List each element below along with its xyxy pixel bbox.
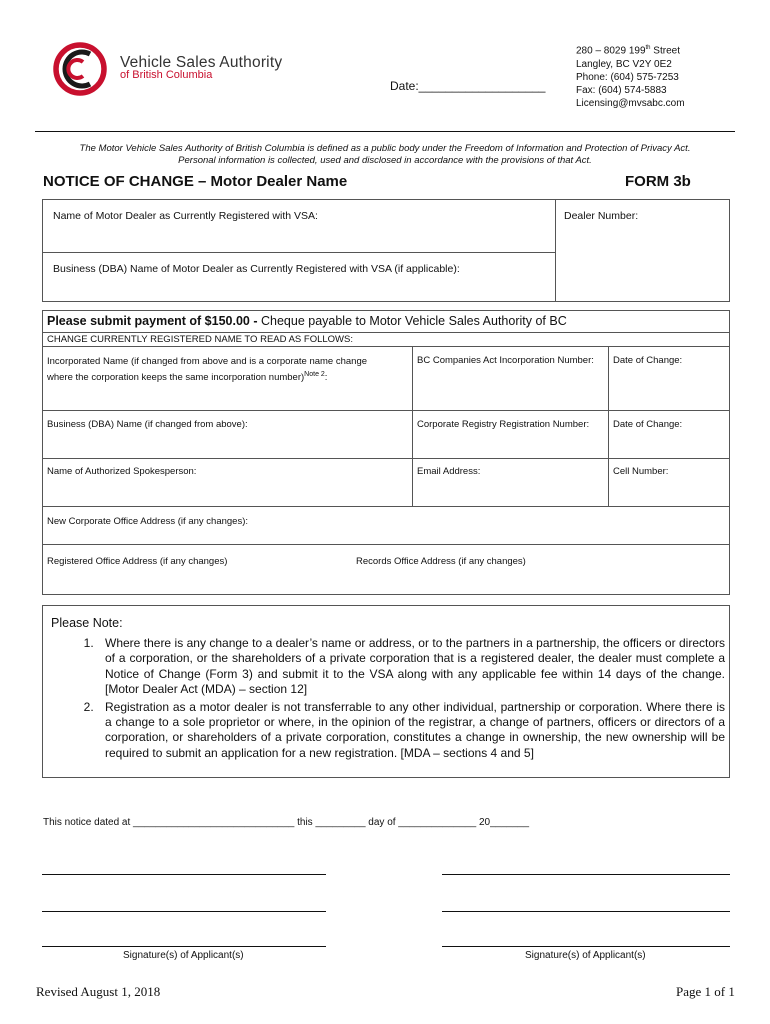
current-name-field[interactable]: Name of Motor Dealer as Currently Registered with VSA: bbox=[53, 210, 318, 222]
notice-dated-line[interactable]: This notice dated at _____________________________ this _________ day of ______________ 20_______ bbox=[43, 817, 530, 828]
signature-line[interactable] bbox=[442, 911, 730, 912]
signature-line[interactable] bbox=[42, 911, 326, 912]
signature-line[interactable] bbox=[42, 874, 326, 875]
table-divider bbox=[412, 346, 413, 506]
vsa-logo-icon bbox=[50, 38, 110, 98]
date-of-change-field-1[interactable]: Date of Change: bbox=[613, 355, 683, 366]
table-divider bbox=[555, 200, 556, 301]
signature-line[interactable] bbox=[442, 946, 730, 947]
current-dealer-table bbox=[42, 199, 730, 302]
signature-line[interactable] bbox=[442, 874, 730, 875]
email-field[interactable]: Email Address: bbox=[417, 466, 481, 477]
privacy-line-2: Personal information is collected, used and disclosed in accordance with the provisions of that Act. bbox=[178, 155, 592, 166]
new-office-address-field[interactable]: New Corporate Office Address (if any changes): bbox=[47, 516, 249, 527]
payment-instruction: Please submit payment of $150.00 - Cheque payable to Motor Vehicle Sales Authority of BC bbox=[47, 314, 567, 328]
signature-line[interactable] bbox=[42, 946, 326, 947]
address-email: Licensing@mvsabc.com bbox=[576, 98, 685, 110]
new-dba-name-field[interactable]: Business (DBA) Name (if changed from above): bbox=[47, 419, 248, 430]
table-divider bbox=[608, 346, 609, 506]
table-divider bbox=[43, 346, 729, 347]
header-divider bbox=[35, 131, 735, 132]
org-subname: of British Columbia bbox=[120, 69, 213, 81]
records-office-address-field[interactable]: Records Office Address (if any changes) bbox=[356, 556, 526, 567]
please-note-title: Please Note: bbox=[51, 616, 123, 630]
table-divider bbox=[43, 458, 729, 459]
registered-office-address-field[interactable]: Registered Office Address (if any changes) bbox=[47, 556, 228, 567]
dealer-number-field[interactable]: Dealer Number: bbox=[564, 210, 639, 222]
incorporated-name-label-2: where the corporation keeps the same incorporation number)$^{Note 2}$: bbox=[47, 371, 328, 384]
privacy-statement bbox=[35, 143, 735, 167]
vsa-address bbox=[576, 42, 685, 110]
form-title: NOTICE OF CHANGE – Motor Dealer Name bbox=[43, 173, 348, 190]
current-dba-field[interactable]: Business (DBA) Name of Motor Dealer as Currently Registered with VSA (if applicable): bbox=[53, 263, 460, 275]
bc-companies-number-field[interactable]: BC Companies Act Incorporation Number: bbox=[417, 355, 594, 366]
privacy-line-1: The Motor Vehicle Sales Authority of British Columbia is defined as a public body under the Freedom of Information and Protection of Privacy Act. bbox=[79, 143, 691, 154]
change-heading: CHANGE CURRENTLY REGISTERED NAME TO READ AS FOLLOWS: bbox=[47, 334, 353, 345]
form-number: FORM 3b bbox=[625, 173, 691, 190]
date-field-label: Date:___________________ bbox=[390, 79, 546, 93]
incorporated-name-field[interactable] bbox=[47, 355, 367, 384]
address-city: Langley, BC V2Y 0E2 bbox=[576, 58, 672, 70]
revised-date: Revised August 1, 2018 bbox=[36, 984, 161, 999]
org-name: Vehicle Sales Authority bbox=[120, 54, 283, 71]
change-table bbox=[42, 310, 730, 595]
address-phone: Phone: (604) 575-7253 bbox=[576, 71, 679, 83]
page-number: Page 1 of 1 bbox=[676, 984, 735, 999]
table-divider bbox=[43, 544, 729, 545]
please-note-box bbox=[42, 605, 730, 778]
cell-number-field[interactable]: Cell Number: bbox=[613, 466, 669, 477]
corp-registry-number-field[interactable]: Corporate Registry Registration Number: bbox=[417, 419, 590, 430]
note-item-2: 2. Registration as a motor dealer is not transferrable to any other individual, partnership or corporation. Where there is a change to a sole proprietor or where, in the opinion of the registrar, a change of partners, officers or directors of a corporation, or shareholders of a private corporation, constitutes a change in ownership, the new ownership will be required to submit an application for a new registration. [MDA – sections 4 and 5] bbox=[97, 700, 725, 762]
signature-label-right: Signature(s) of Applicant(s) bbox=[525, 950, 646, 961]
date-of-change-field-2[interactable]: Date of Change: bbox=[613, 419, 683, 430]
note-item-1: 1. Where there is any change to a dealer’s name or address, or to the partners in a partnership, the officers or directors of a corporation, or the shareholders of a private corporation that is a registered dealer, the dealer must complete a Notice of Change (Form 3) and submit it to the VSA along with any applicable fee within 14 days of the change. [Motor Dealer Act (MDA) – section 12] bbox=[97, 636, 725, 698]
table-divider bbox=[43, 252, 555, 253]
incorporated-name-label-1: Incorporated Name (if changed from above and is a corporate name change bbox=[47, 356, 368, 367]
spokesperson-field[interactable]: Name of Authorized Spokesperson: bbox=[47, 466, 197, 477]
note-list bbox=[43, 636, 729, 761]
vsa-logo bbox=[50, 38, 110, 98]
address-fax: Fax: (604) 574-5883 bbox=[576, 84, 667, 96]
table-divider bbox=[43, 506, 729, 507]
signature-label-left: Signature(s) of Applicant(s) bbox=[123, 950, 244, 961]
table-divider bbox=[43, 410, 729, 411]
address-street: 280 – 8029 199th Street bbox=[576, 45, 680, 57]
table-divider bbox=[43, 332, 729, 333]
